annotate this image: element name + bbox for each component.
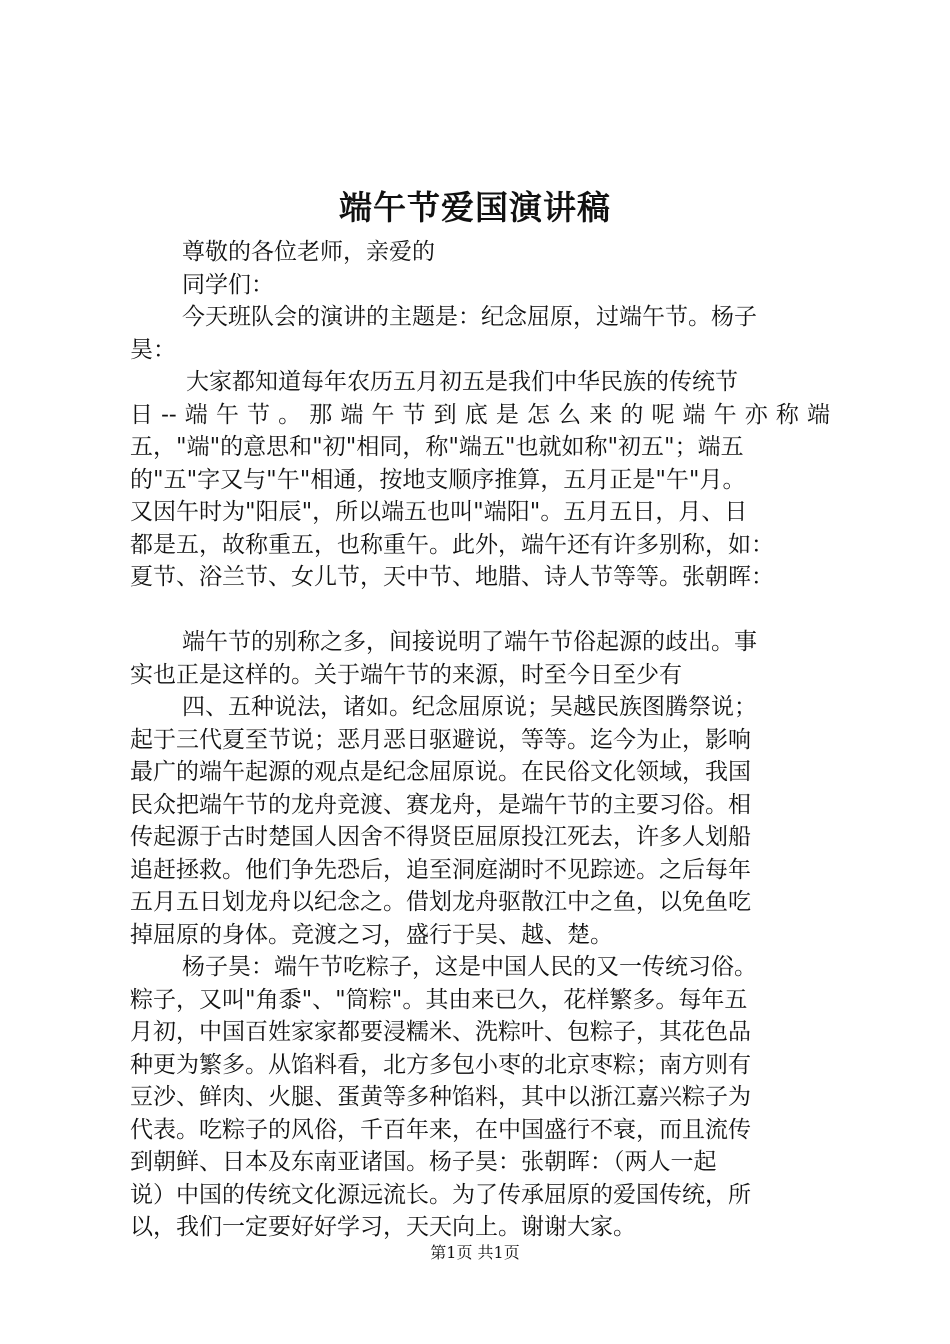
body-line: 实也正是这样的。关于端午节的来源，时至今日至少有 — [130, 661, 682, 688]
body-line: 四、五种说法，诸如。纪念屈原说；吴越民族图腾祭说； — [182, 694, 757, 720]
body-line: 以，我们一定要好好学习，天天向上。谢谢大家。 — [130, 1214, 636, 1240]
body-line: 月初，中国百姓家家都要浸糯米、洗粽叶、包粽子，其花色品 — [130, 1019, 751, 1045]
body-line: 起于三代夏至节说；恶月恶日驱避说，等等。迄今为止，影响 — [130, 726, 751, 753]
body-line: 杨子昊：端午节吃粽子，这是中国人民的又一传统习俗。 — [182, 954, 757, 980]
body-line: 代表。吃粽子的风俗，千百年来，在中国盛行不衰，而且流传 — [130, 1116, 751, 1143]
body-line: 都是五，故称重五，也称重午。此外，端午还有许多别称，如： — [130, 531, 774, 558]
body-line: 同学们： — [182, 271, 274, 298]
body-line: 大家都知道每年农历五月初五是我们中华民族的传统节 — [186, 369, 738, 395]
body-line: 五月五日划龙舟以纪念之。借划龙舟驱散江中之鱼，以免鱼吃 — [130, 889, 751, 915]
body-line: 最广的端午起源的观点是纪念屈原说。在民俗文化领域，我国 — [130, 759, 751, 785]
body-line: 昊： — [130, 336, 176, 363]
page-footer: 第1页 共1页 — [430, 1243, 520, 1262]
body-line: 的"五"字又与"午"相通，按地支顺序推算，五月正是"午"月。 — [130, 466, 746, 493]
document-title: 端午节爱国演讲稿 — [339, 188, 611, 227]
body-line: 传起源于古时楚国人因舍不得贤臣屈原投江死去，许多人划船 — [130, 824, 751, 850]
blank-line — [130, 594, 830, 627]
body-line: 端午节的别称之多，间接说明了端午节俗起源的歧出。事 — [182, 629, 757, 655]
body-line: 尊敬的各位老师，亲爱的 — [182, 239, 435, 265]
body-line: 五，"端"的意思和"初"相同，称"端五"也就如称"初五"；端五 — [130, 434, 744, 460]
body-line: 说）中国的传统文化源远流长。为了传承屈原的爱国传统，所 — [130, 1181, 751, 1208]
body-line: 掉屈原的身体。竞渡之习，盛行于吴、越、楚。 — [130, 921, 613, 948]
body-line: 到朝鲜、日本及东南亚诸国。杨子昊：张朝晖：（两人一起 — [130, 1149, 717, 1175]
body-line: 追赶拯救。他们争先恐后，追至洞庭湖时不见踪迹。之后每年 — [130, 856, 751, 883]
body-line: 豆沙、鲜肉、火腿、蛋黄等多种馅料，其中以浙江嘉兴粽子为 — [130, 1084, 751, 1110]
document-body — [130, 236, 830, 1244]
body-line: 种更为繁多。从馅料看，北方多包小枣的北京枣粽；南方则有 — [130, 1051, 751, 1078]
body-line: 日--端午节。那端午节到底是怎么来的呢端午亦称端 — [130, 401, 830, 428]
body-line: 又因午时为"阳辰"，所以端五也叫"端阳"。五月五日，月、日 — [130, 499, 748, 525]
body-line: 今天班队会的演讲的主题是：纪念屈原，过端午节。杨子 — [182, 304, 757, 330]
body-line: 粽子，又叫"角黍"、"筒粽"。其由来已久，花样繁多。每年五 — [130, 986, 748, 1013]
body-line: 民众把端午节的龙舟竞渡、赛龙舟，是端午节的主要习俗。相 — [130, 791, 751, 818]
body-line: 夏节、浴兰节、女儿节，天中节、地腊、诗人节等等。张朝晖： — [130, 564, 774, 590]
